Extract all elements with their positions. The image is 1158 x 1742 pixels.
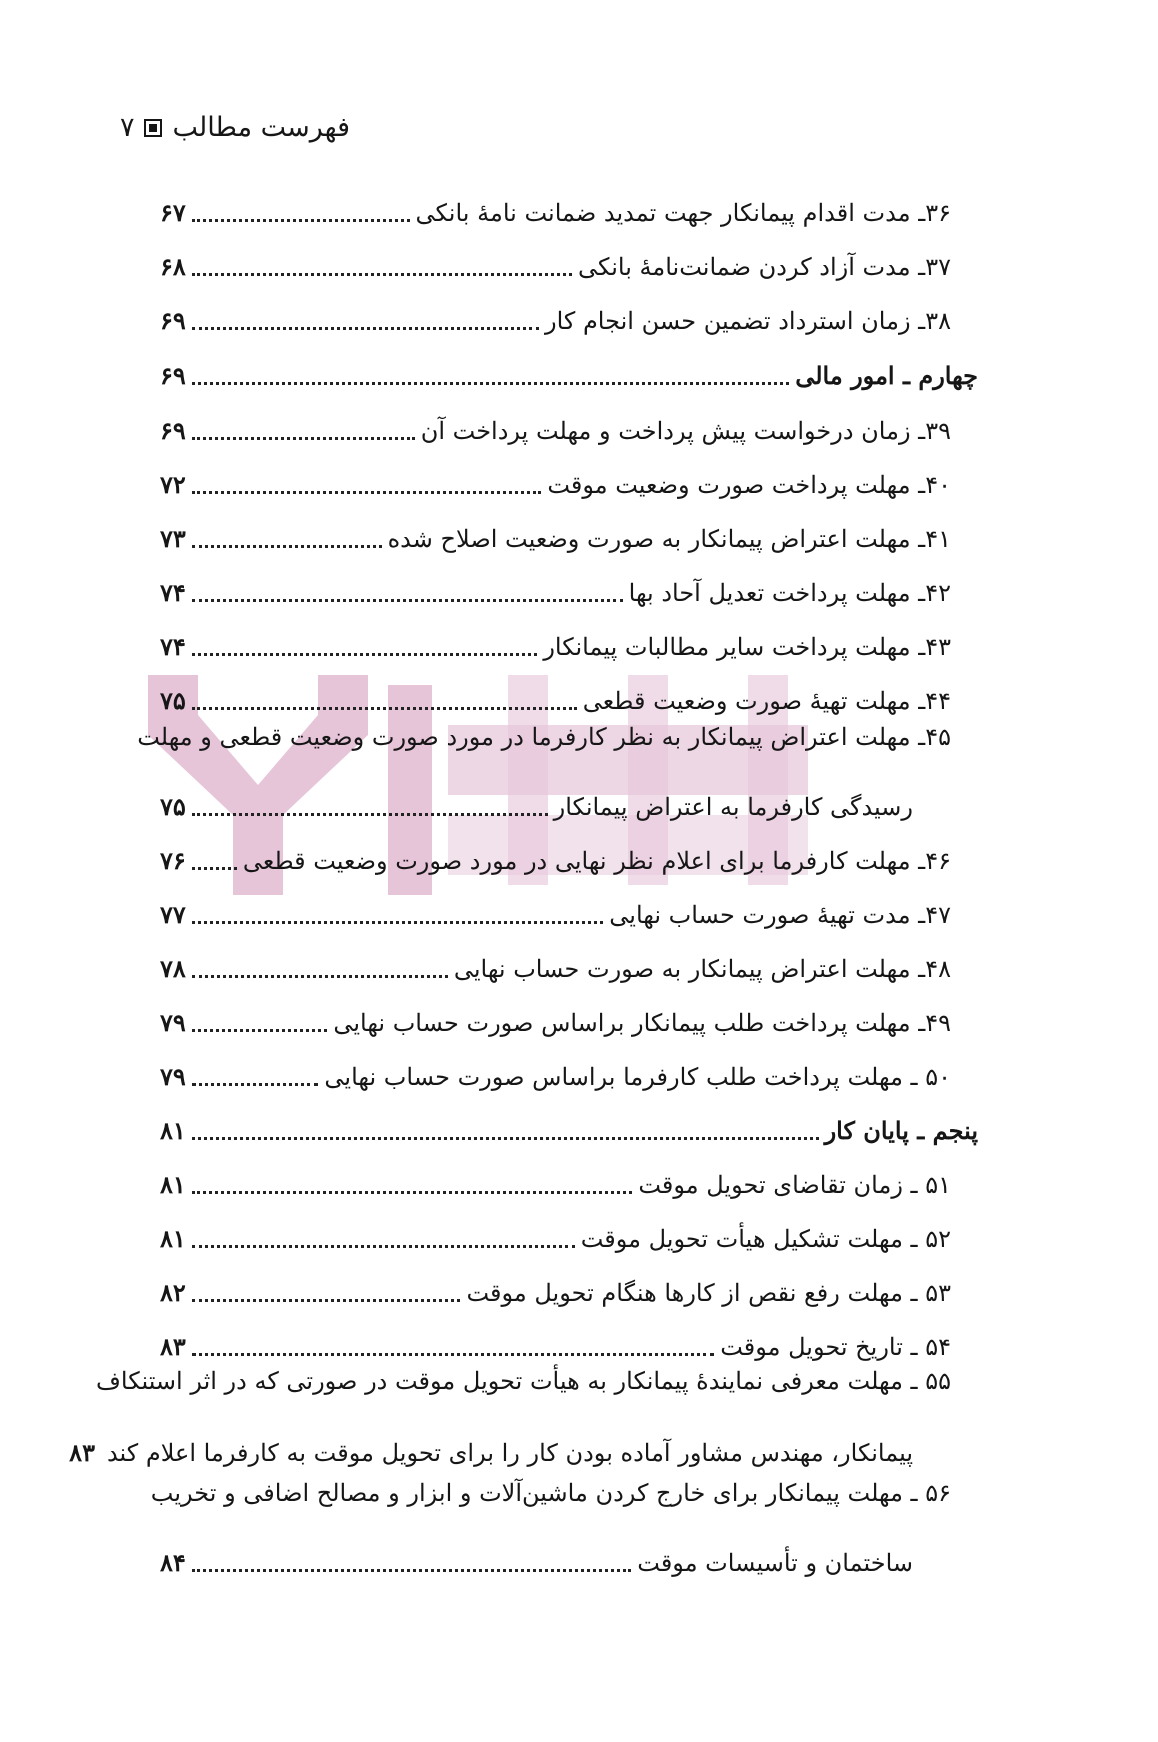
toc-entry-page: ۸۳ xyxy=(69,1438,95,1467)
toc-entry-45-line1: ۴۵ـ مهلت اعتراض پیمانکار به نظر کارفرما در مورد صورت وضعیت قطعی و مهلت xyxy=(137,723,951,751)
toc-entry-45[interactable] xyxy=(160,764,913,822)
toc-entry-page: ۸۳ xyxy=(160,1332,186,1361)
dot-leader xyxy=(192,707,577,710)
toc-entry-page: ۷۵ xyxy=(160,792,186,821)
dot-leader xyxy=(192,921,604,924)
dot-leader xyxy=(192,491,542,494)
toc-entry-title: ۵۲ ـ مهلت تشکیل هیأت تحویل موقت xyxy=(580,1225,951,1253)
toc-entry-page: ۸۲ xyxy=(160,1278,186,1307)
toc-section-title: چهارم ـ امور مالی xyxy=(795,361,978,390)
toc-entry-page: ۷۶ xyxy=(160,846,186,875)
toc-entry-40[interactable] xyxy=(160,442,951,500)
toc-section-financial[interactable] xyxy=(160,333,978,391)
toc-entry-54[interactable] xyxy=(160,1304,951,1362)
toc-entry-title: رسیدگی کارفرما به اعتراض پیمانکار xyxy=(553,793,913,821)
toc-entry-49[interactable] xyxy=(160,980,951,1038)
toc-entry-page: ۷۴ xyxy=(160,632,186,661)
dot-leader xyxy=(192,1029,328,1032)
toc-entry-50[interactable] xyxy=(160,1034,951,1092)
toc-entry-55[interactable] xyxy=(69,1410,913,1468)
dot-leader xyxy=(192,1569,631,1572)
dot-leader xyxy=(192,1137,819,1140)
toc-entry-42[interactable] xyxy=(160,550,951,608)
toc-entry-title: ۴۶ـ مهلت کارفرما برای اعلام نظر نهایی در مورد صورت وضعیت قطعی xyxy=(242,847,951,875)
dot-leader xyxy=(192,545,382,548)
toc-entry-page: ۷۴ xyxy=(160,578,186,607)
toc-entry-page: ۷۷ xyxy=(160,900,186,929)
toc-entry-title: ۴۹ـ مهلت پرداخت طلب پیمانکار براساس صورت حساب نهایی xyxy=(333,1009,951,1037)
toc-entry-title: ۳۸ـ زمان استرداد تضمین حسن انجام کار xyxy=(544,307,951,335)
toc-entry-53[interactable] xyxy=(160,1250,951,1308)
dot-leader xyxy=(192,1299,461,1302)
toc-entry-56[interactable] xyxy=(160,1520,913,1578)
toc-entry-46[interactable] xyxy=(160,818,951,876)
toc-entry-44[interactable] xyxy=(160,658,951,716)
toc-entry-title: ۵۴ ـ تاریخ تحویل موقت xyxy=(720,1333,951,1361)
toc-section-title: پنجم ـ پایان کار xyxy=(824,1116,978,1145)
toc-entry-page: ۶۹ xyxy=(160,361,186,390)
toc-section-completion[interactable] xyxy=(160,1088,978,1146)
dot-leader xyxy=(192,273,572,276)
dot-leader xyxy=(192,1353,714,1356)
dot-leader xyxy=(192,653,538,656)
dot-leader xyxy=(192,1191,633,1194)
toc-entry-title: ۵۰ ـ مهلت پرداخت طلب کارفرما براساس صورت حساب نهایی xyxy=(324,1063,951,1091)
dot-leader xyxy=(192,327,539,330)
toc-entry-51[interactable] xyxy=(160,1142,951,1200)
toc-entry-56-line1: ۵۶ ـ مهلت پیمانکار برای خارج کردن ماشین‌آلات و ابزار و مصالح اضافی و تخریب xyxy=(150,1479,951,1507)
dot-leader xyxy=(192,1083,319,1086)
toc-entry-page: ۷۹ xyxy=(160,1062,186,1091)
toc-entry-page: ۶۷ xyxy=(160,198,186,227)
toc-entry-title: ۴۸ـ مهلت اعتراض پیمانکار به صورت حساب نهایی xyxy=(453,955,951,983)
toc-entry-48[interactable] xyxy=(160,926,951,984)
toc-entry-page: ۸۱ xyxy=(160,1170,186,1199)
toc-entry-page: ۷۸ xyxy=(160,954,186,983)
dot-leader xyxy=(192,437,415,440)
page-header-number: ۷ xyxy=(119,112,135,143)
toc-entry-43[interactable] xyxy=(160,604,951,662)
toc-entry-39[interactable] xyxy=(160,388,951,446)
page-header-title: فهرست مطالب xyxy=(172,112,350,143)
toc-entry-page: ۷۳ xyxy=(160,524,186,553)
toc-entry-page: ۶۹ xyxy=(160,416,186,445)
toc-entry-37[interactable] xyxy=(160,224,951,282)
toc-entry-47[interactable] xyxy=(160,872,951,930)
toc-entry-page: ۸۱ xyxy=(160,1224,186,1253)
toc-entry-title: ۳۷ـ مدت آزاد کردن ضمانت‌نامهٔ بانکی xyxy=(577,253,951,281)
toc-entry-title: ساختمان و تأسیسات موقت xyxy=(637,1549,913,1577)
dot-leader xyxy=(192,975,448,978)
toc-entry-title: ۵۳ ـ مهلت رفع نقص از کارها هنگام تحویل موقت xyxy=(466,1279,951,1307)
toc-entry-page: ۸۴ xyxy=(160,1548,186,1577)
toc-entry-title: ۴۰ـ مهلت پرداخت صورت وضعیت موقت xyxy=(547,471,951,499)
toc-entry-title: ۴۲ـ مهلت پرداخت تعدیل آحاد بها xyxy=(628,579,951,607)
toc-entry-page: ۸۱ xyxy=(160,1116,186,1145)
toc-entry-page: ۶۸ xyxy=(160,252,186,281)
toc-entry-page: ۷۲ xyxy=(160,470,186,499)
toc-entry-title: ۳۶ـ مدت اقدام پیمانکار جهت تمدید ضمانت نامهٔ بانکی xyxy=(415,199,951,227)
toc-entry-title: پیمانکار، مهندس مشاور آماده بودن کار را برای تحویل موقت به کارفرما اعلام کند xyxy=(106,1439,913,1467)
toc-entry-title: ۵۱ ـ زمان تقاضای تحویل موقت xyxy=(638,1171,951,1199)
toc-entry-title: ۴۷ـ مدت تهیهٔ صورت حساب نهایی xyxy=(609,901,951,929)
toc-entry-title: ۴۳ـ مهلت پرداخت سایر مطالبات پیمانکار xyxy=(543,633,951,661)
toc-entry-title: ۴۴ـ مهلت تهیهٔ صورت وضعیت قطعی xyxy=(582,687,951,715)
toc-entry-52[interactable] xyxy=(160,1196,951,1254)
toc-entry-page: ۷۹ xyxy=(160,1008,186,1037)
toc-entry-41[interactable] xyxy=(160,496,951,554)
toc-entry-55-line1: ۵۵ ـ مهلت معرفی نمایندهٔ پیمانکار به هیأت تحویل موقت در صورتی که در اثر استنکاف xyxy=(96,1367,951,1395)
dot-leader xyxy=(192,1245,575,1248)
dot-leader xyxy=(192,813,548,816)
toc-entry-36[interactable] xyxy=(160,170,951,228)
toc-entry-title: ۳۹ـ زمان درخواست پیش پرداخت و مهلت پرداخت آن xyxy=(420,417,951,445)
dot-leader xyxy=(192,599,623,602)
toc-entry-38[interactable] xyxy=(160,278,951,336)
toc-entry-title: ۴۱ـ مهلت اعتراض پیمانکار به صورت وضعیت اصلاح شده xyxy=(387,525,951,553)
dot-leader xyxy=(192,867,237,870)
toc-entry-page: ۶۹ xyxy=(160,306,186,335)
toc-entry-page: ۷۵ xyxy=(160,686,186,715)
dot-leader xyxy=(192,382,789,385)
dot-leader xyxy=(192,219,410,222)
